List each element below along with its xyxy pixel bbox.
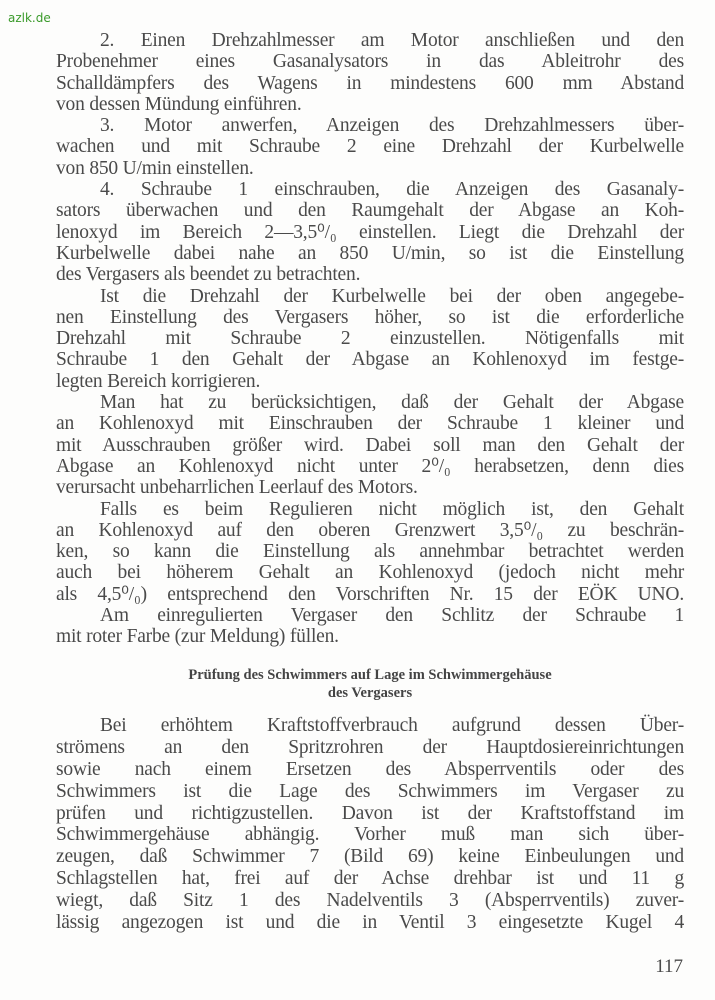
text-line: an Kohlenoxyd mit Einschrauben der Schraube 1 kleiner und: [56, 413, 684, 435]
text-line: Schlagstellen hat, frei auf der Achse drehbar ist und 11 g: [56, 868, 684, 890]
text-line: 2. Einen Drehzahlmesser am Motor anschließen und den: [100, 30, 684, 51]
text-line: Schraube 1 den Gehalt der Abgase an Kohlenoxyd im festge-: [56, 349, 684, 371]
text-line: an Kohlenoxyd auf den oberen Grenzwert 3,5⁰/₀ zu beschrän-: [56, 519, 684, 541]
text-line: von 850 U/min einstellen.: [56, 157, 254, 179]
text-line: Probenehmer eines Gasanalysators in das Ableitrohr des: [56, 51, 684, 73]
text-line: Schwimmers ist die Lage des Schwimmers im Vergaser zu: [56, 780, 684, 802]
text-line: auch bei höherem Gehalt an Kohlenoxyd (jedoch nicht mehr: [56, 562, 684, 584]
section-heading-line-1: Prüfung des Schwimmers auf Lage im Schwimmergehäuse: [188, 667, 552, 683]
section-heading-line-2: des Vergasers: [327, 685, 413, 701]
text-line: mit roter Farbe (zur Meldung) füllen.: [56, 626, 339, 648]
text-line: wiegt, daß Sitz 1 des Nadelventils 3 (Absperrventils) zuver-: [56, 890, 684, 912]
text-line: lässig angezogen ist und die in Ventil 3 eingesetzte Kugel 4: [56, 912, 684, 934]
section-heading: [56, 666, 684, 702]
text-line: Schalldämpfers des Wagens in mindestens 600 mm Abstand: [56, 72, 684, 94]
text-line: des Vergasers als beendet zu betrachten.: [56, 264, 361, 286]
text-line: Ist die Drehzahl der Kurbelwelle bei der oben angegebe-: [100, 285, 684, 307]
text-line: Falls es beim Regulieren nicht möglich ist, den Gehalt: [100, 498, 684, 520]
text-line: von dessen Mündung einführen.: [56, 93, 302, 115]
text-line: sators überwachen und den Raumgehalt der Abgase an Koh-: [56, 200, 684, 222]
page-number: 117: [655, 956, 683, 977]
text-line: mit Ausschrauben größer wird. Dabei soll man den Gehalt der: [56, 434, 684, 456]
text-line: Abgase an Kohlenoxyd nicht unter 2⁰/₀ herabsetzen, denn dies: [56, 455, 684, 477]
text-line: als 4,5⁰/₀) entsprechend den Vorschriften Nr. 15 der EÖK UNO.: [56, 583, 684, 605]
body-text-section-2: [56, 715, 684, 934]
text-line: Kurbelwelle dabei nahe an 850 U/min, so ist die Einstellung: [56, 242, 684, 264]
text-line: Schwimmergehäuse abhängig. Vorher muß man sich über-: [56, 824, 684, 846]
text-line: lenoxyd im Bereich 2—3,5⁰/₀ einstellen. Liegt die Drehzahl der: [56, 221, 684, 243]
text-line: prüfen und richtigzustellen. Davon ist der Kraftstoffstand im: [56, 802, 684, 824]
text-line: verursacht unbeharrlichen Leerlauf des Motors.: [56, 477, 418, 499]
text-line: Am einregulierten Vergaser den Schlitz der Schraube 1: [100, 605, 684, 627]
text-line: wachen und mit Schraube 2 eine Drehzahl der Kurbelwelle: [56, 136, 684, 158]
text-line: sowie nach einem Ersetzen des Absperrventils oder des: [56, 758, 684, 780]
text-line: 3. Motor anwerfen, Anzeigen des Drehzahlmessers über-: [100, 115, 684, 137]
text-line: nen Einstellung des Vergasers höher, so ist die erforderliche: [56, 306, 684, 328]
text-line: 4. Schraube 1 einschrauben, die Anzeigen des Gasanaly-: [100, 179, 684, 201]
watermark-logo: azlk.de: [8, 11, 51, 25]
text-line: zeugen, daß Schwimmer 7 (Bild 69) keine Einbeulungen und: [56, 846, 684, 868]
text-line: ken, so kann die Einstellung als annehmbar betrachtet werden: [56, 541, 684, 563]
text-line: strömens an den Spritzrohren der Hauptdosiereinrichtungen: [56, 736, 684, 758]
text-line: Bei erhöhtem Kraftstoffverbrauch aufgrund dessen Über-: [100, 715, 684, 736]
body-text-section-1: [56, 30, 684, 648]
text-line: Drehzahl mit Schraube 2 einzustellen. Nötigenfalls mit: [56, 328, 684, 350]
text-line: Man hat zu berücksichtigen, daß der Gehalt der Abgase: [100, 392, 684, 414]
text-line: legten Bereich korrigieren.: [56, 370, 261, 392]
